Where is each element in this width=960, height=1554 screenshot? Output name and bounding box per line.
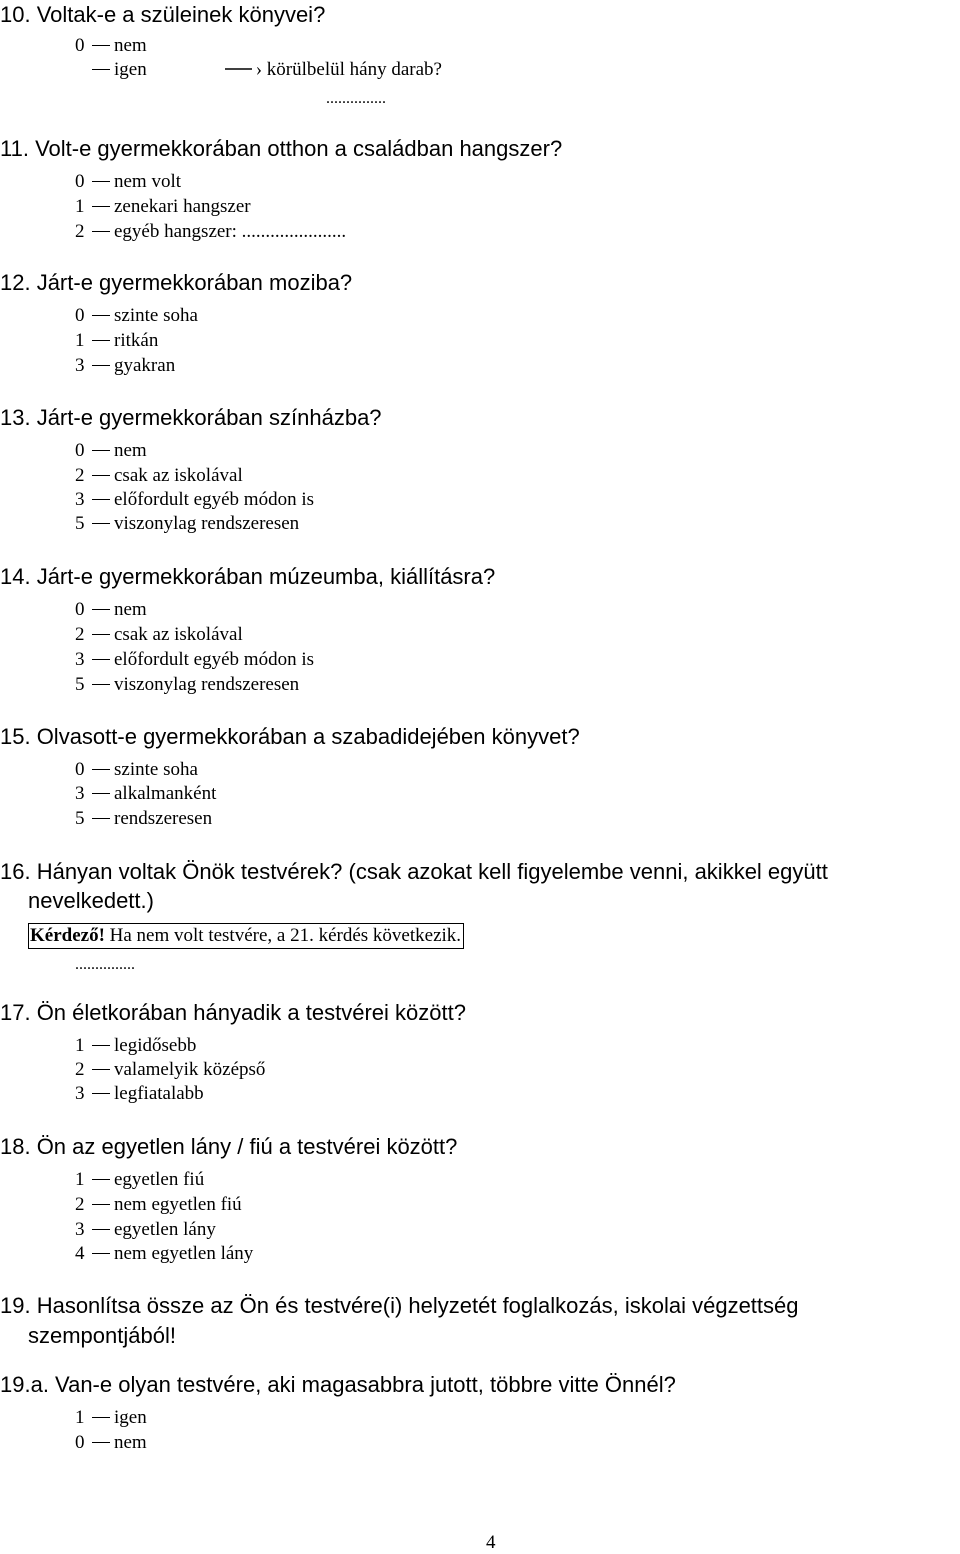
answer-option[interactable] bbox=[75, 34, 147, 58]
answer-code: 1 bbox=[75, 1407, 85, 1428]
dash-icon bbox=[92, 609, 110, 610]
dash-icon bbox=[92, 475, 110, 476]
answer-label: gyakran bbox=[114, 355, 176, 376]
answer-label: nem bbox=[114, 35, 147, 56]
answer-option[interactable] bbox=[75, 220, 346, 244]
answer-label: nem volt bbox=[114, 171, 182, 192]
interviewer-note-label: Kérdező! bbox=[30, 925, 105, 946]
answer-option[interactable] bbox=[75, 1193, 242, 1217]
dash-icon bbox=[92, 1253, 110, 1254]
question-18-title: 18. Ön az egyetlen lány / fiú a testvérei között? bbox=[0, 1134, 458, 1159]
answer-option[interactable] bbox=[75, 1242, 253, 1266]
question-12-title: 12. Járt-e gyermekkorában moziba? bbox=[0, 270, 353, 295]
dash-icon bbox=[92, 1069, 110, 1070]
dash-icon bbox=[92, 769, 110, 770]
answer-code: 0 bbox=[75, 759, 85, 780]
answer-option[interactable] bbox=[75, 195, 251, 219]
dash-icon bbox=[92, 1204, 110, 1205]
arrow-right-icon bbox=[225, 64, 253, 74]
answer-option[interactable] bbox=[75, 439, 147, 463]
answer-code: 0 bbox=[75, 171, 85, 192]
answer-label: szinte soha bbox=[114, 759, 198, 780]
answer-label: ritkán bbox=[114, 330, 159, 351]
question-11-title: 11. Volt-e gyermekkorában otthon a családban hangszer? bbox=[0, 136, 563, 161]
dash-icon bbox=[92, 1442, 110, 1443]
answer-label: egyetlen fiú bbox=[114, 1169, 205, 1190]
dash-icon bbox=[92, 684, 110, 685]
answer-option[interactable] bbox=[75, 673, 299, 697]
answer-label: nem bbox=[114, 1432, 147, 1453]
dash-icon bbox=[92, 315, 110, 316]
dash-icon bbox=[92, 1417, 110, 1418]
answer-label: nem egyetlen fiú bbox=[114, 1194, 242, 1215]
answer-label: egyéb hangszer: ...................... bbox=[114, 221, 347, 242]
answer-option[interactable] bbox=[75, 1431, 147, 1455]
dash-icon bbox=[92, 206, 110, 207]
question-13-title: 13. Járt-e gyermekkorában színházba? bbox=[0, 405, 382, 430]
dash-icon bbox=[92, 659, 110, 660]
answer-code: 2 bbox=[75, 624, 85, 645]
answer-option[interactable] bbox=[75, 1058, 265, 1082]
dash-icon bbox=[92, 523, 110, 524]
answer-label: rendszeresen bbox=[114, 808, 213, 829]
answer-code: 5 bbox=[75, 808, 85, 829]
answer-option[interactable] bbox=[75, 58, 442, 82]
dash-icon bbox=[92, 1179, 110, 1180]
dash-icon bbox=[92, 231, 110, 232]
answer-label: legfiatalabb bbox=[114, 1083, 204, 1104]
dash-icon bbox=[92, 365, 110, 366]
question-14-title: 14. Járt-e gyermekkorában múzeumba, kiállításra? bbox=[0, 564, 496, 589]
answer-option[interactable] bbox=[75, 1082, 204, 1106]
answer-label: előfordult egyéb módon is bbox=[114, 489, 314, 510]
answer-code: 2 bbox=[75, 465, 85, 486]
dash-icon bbox=[92, 1093, 110, 1094]
dash-icon bbox=[92, 1229, 110, 1230]
answer-option[interactable] bbox=[75, 488, 314, 512]
answer-code: 1 bbox=[75, 1035, 85, 1056]
answer-option[interactable] bbox=[75, 1218, 216, 1242]
answer-code: 0 bbox=[75, 305, 85, 326]
answer-code: 2 bbox=[75, 221, 85, 242]
dash-icon bbox=[92, 450, 110, 451]
dash-icon bbox=[92, 1045, 110, 1046]
answer-code: 0 bbox=[75, 35, 85, 56]
dash-icon bbox=[92, 818, 110, 819]
answer-option[interactable] bbox=[75, 782, 216, 806]
answer-code: 0 bbox=[75, 440, 85, 461]
answer-option[interactable] bbox=[75, 329, 158, 353]
dash-icon bbox=[92, 634, 110, 635]
answer-code: 3 bbox=[75, 649, 85, 670]
answer-code: 2 bbox=[75, 1194, 85, 1215]
answer-label: zenekari hangszer bbox=[114, 196, 251, 217]
answer-code: 1 bbox=[75, 1169, 85, 1190]
answer-option[interactable] bbox=[75, 598, 147, 622]
answer-label: valamelyik középső bbox=[114, 1059, 266, 1080]
answer-option[interactable] bbox=[75, 354, 175, 378]
answer-blank-field[interactable]: ............... bbox=[75, 956, 135, 973]
answer-code: 3 bbox=[75, 1219, 85, 1240]
answer-label: egyetlen lány bbox=[114, 1219, 216, 1240]
answer-option[interactable] bbox=[75, 807, 212, 831]
answer-code: 3 bbox=[75, 783, 85, 804]
dash-icon bbox=[92, 499, 110, 500]
question-16-title: 16. Hányan voltak Önök testvérek? (csak azokat kell figyelembe venni, akikkel együtt bbox=[0, 859, 828, 884]
answer-code: 1 bbox=[75, 196, 85, 217]
answer-option[interactable] bbox=[75, 1034, 196, 1058]
answer-code: 3 bbox=[75, 1083, 85, 1104]
question-19a-title: 19.a. Van-e olyan testvére, aki magasabbra jutott, többre vitte Önnél? bbox=[0, 1372, 676, 1397]
answer-label: szinte soha bbox=[114, 305, 198, 326]
answer-code: 3 bbox=[75, 489, 85, 510]
answer-code: 0 bbox=[75, 1432, 85, 1453]
answer-option[interactable] bbox=[75, 648, 314, 672]
question-17-title: 17. Ön életkorában hányadik a testvérei között? bbox=[0, 1000, 466, 1025]
answer-code: 2 bbox=[75, 1059, 85, 1080]
answer-option[interactable] bbox=[75, 464, 243, 488]
answer-option[interactable] bbox=[75, 1168, 204, 1192]
answer-code: 0 bbox=[75, 599, 85, 620]
answer-label: viszonylag rendszeresen bbox=[114, 513, 300, 534]
answer-code: 4 bbox=[75, 1243, 85, 1264]
answer-label: igen bbox=[114, 59, 147, 80]
answer-label: csak az iskolával bbox=[114, 465, 243, 486]
dash-icon bbox=[92, 793, 110, 794]
answer-code: 1 bbox=[75, 330, 85, 351]
interviewer-note-text: Ha nem volt testvére, a 21. kérdés következik. bbox=[104, 925, 462, 946]
answer-option[interactable] bbox=[75, 304, 198, 328]
question-10-title: 10. Voltak-e a szüleinek könyvei? bbox=[0, 2, 326, 27]
dash-icon bbox=[92, 69, 110, 70]
dash-icon bbox=[92, 340, 110, 341]
dash-icon bbox=[92, 45, 110, 46]
answer-option[interactable] bbox=[75, 623, 243, 647]
page-number: 4 bbox=[486, 1532, 496, 1553]
answer-option[interactable] bbox=[75, 170, 181, 194]
answer-label: nem bbox=[114, 599, 147, 620]
answer-blank-field[interactable]: ............... bbox=[326, 90, 386, 107]
answer-label: igen bbox=[114, 1407, 147, 1428]
dash-icon bbox=[92, 181, 110, 182]
question-16-title-continued: nevelkedett.) bbox=[28, 888, 154, 913]
answer-option[interactable] bbox=[75, 758, 198, 782]
answer-label: alkalmanként bbox=[114, 783, 217, 804]
question-19-title: 19. Hasonlítsa össze az Ön és testvére(i) helyzetét foglalkozás, iskolai végzettség bbox=[0, 1293, 799, 1318]
question-15-title: 15. Olvasott-e gyermekkorában a szabadidejében könyvet? bbox=[0, 724, 580, 749]
answer-label: nem bbox=[114, 440, 147, 461]
answer-label: legidősebb bbox=[114, 1035, 197, 1056]
answer-code: 3 bbox=[75, 355, 85, 376]
answer-option[interactable] bbox=[75, 512, 299, 536]
answer-label: nem egyetlen lány bbox=[114, 1243, 254, 1264]
answer-option[interactable] bbox=[75, 1406, 147, 1430]
answer-label: viszonylag rendszeresen bbox=[114, 674, 300, 695]
answer-label: csak az iskolával bbox=[114, 624, 243, 645]
answer-followup-label: › körülbelül hány darab? bbox=[255, 59, 442, 80]
interviewer-note bbox=[28, 923, 464, 949]
answer-label: előfordult egyéb módon is bbox=[114, 649, 314, 670]
answer-code: 5 bbox=[75, 513, 85, 534]
question-19-title-continued: szempontjából! bbox=[28, 1323, 176, 1348]
answer-code: 5 bbox=[75, 674, 85, 695]
